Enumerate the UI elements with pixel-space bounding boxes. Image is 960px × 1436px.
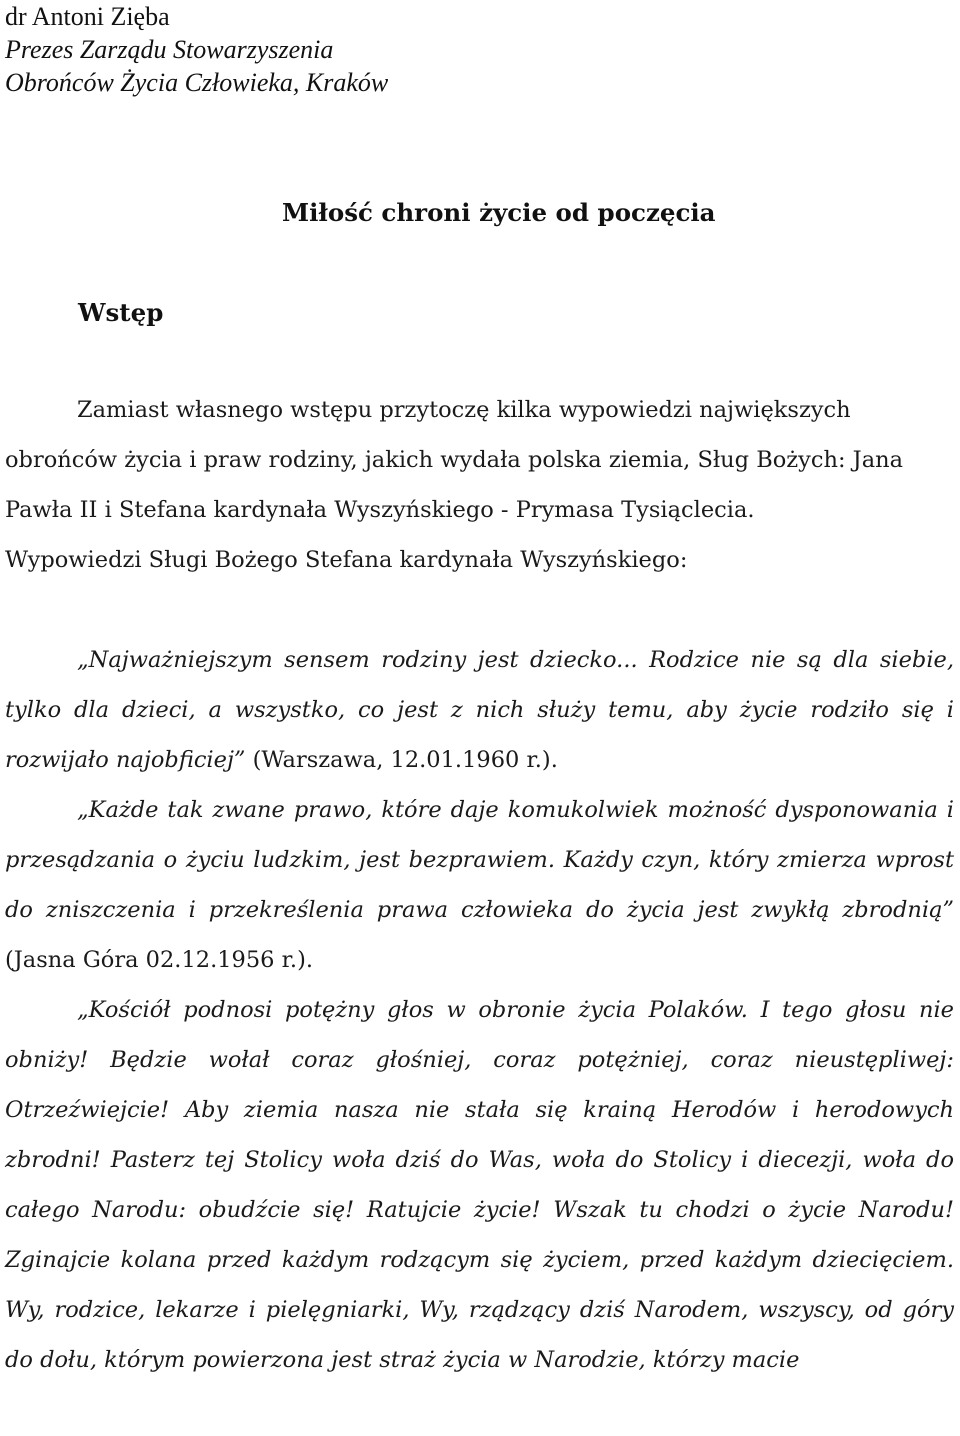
document-body	[5, 385, 954, 1385]
paragraph-spacer	[5, 585, 954, 635]
section-heading: Wstęp	[78, 298, 164, 327]
intro-text: Zamiast własnego wstępu przytoczę kilka wypowiedzi największych obrońców życia i praw rodziny, jakich wydała polska ziemia, Sług Bożych: Jana Pawła II i Stefana kardynała Wyszyńskiego - Prymasa Tysiąclecia.	[5, 397, 904, 523]
author-name: dr Antoni Zięba	[5, 2, 170, 31]
quote-text: „Każde tak zwane prawo, które daje komukolwiek możność dysponowania i przesądzania o życiu ludzkim, jest bezprawiem. Każdy czyn, który zmierza wprost do zniszczenia i przekreślenia prawa człowieka do życia jest zwykłą zbrodnią”	[5, 797, 954, 923]
intro-quotes-lead: Wypowiedzi Sługi Bożego Stefana kardynała Wyszyńskiego:	[5, 547, 688, 573]
intro-paragraph	[5, 385, 954, 585]
author-block	[5, 0, 954, 99]
quote-paragraph-3	[5, 985, 954, 1385]
document-title: Miłość chroni życie od poczęcia	[282, 198, 716, 227]
quote-source: (Jasna Góra 02.12.1956 r.).	[5, 947, 314, 973]
quote-text: „Najważniejszym sensem rodziny jest dziecko... Rodzice nie są dla siebie, tylko dla dzieci, a wszystko, co jest z nich służy temu, aby życie rodziło się i rozwijało najobficiej”	[5, 647, 954, 773]
author-org-line-1: Prezes Zarządu Stowarzyszenia	[5, 35, 334, 64]
author-org-line-2: Obrońców Życia Człowieka, Kraków	[5, 68, 389, 97]
quote-paragraph-2	[5, 785, 954, 985]
quote-text: „Kościół podnosi potężny głos w obronie życia Polaków. I tego głosu nie obniży! Będzie wołał coraz głośniej, coraz potężniej, coraz nieustępliwej: Otrzeźwiejcie! Aby ziemia nasza nie stała się krainą Herodów i herodowych zbrodni! Pasterz tej Stolicy woła dziś do Was, woła do Stolicy i diecezji, woła do całego Narodu: obudźcie się! Ratujcie życie! Wszak tu chodzi o życie Narodu! Zginajcie kolana przed każdym rodzącym się życiem, przed każdym dziecięciem. Wy, rodzice, lekarze i pielęgniarki, Wy, rządzący dziś Narodem, wszyscy, od góry do dołu, którym powierzona jest straż życia w Narodzie, którzy macie	[5, 997, 954, 1373]
quote-source: (Warszawa, 12.01.1960 r.).	[245, 747, 558, 773]
quote-paragraph-1	[5, 635, 954, 785]
